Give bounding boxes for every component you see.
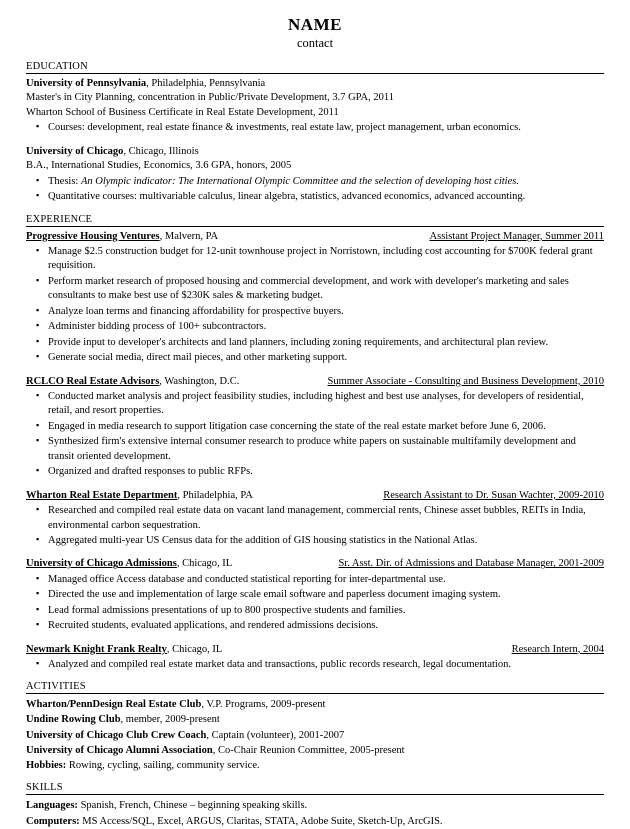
list-item: ▪ Perform market research of proposed housing and commercial development, and work with developer's marketing and sales consultants to make best use of $230K sales & marketing budget. [26,275,604,304]
resume-header [26,14,604,52]
activity-detail: , Co-Chair Reunion Committee, 2005-present [212,744,405,756]
activity-detail: Rowing, cycling, sailing, community service. [66,760,260,772]
employer-location: , Chicago, IL [166,643,223,655]
skill-detail: MS Access/SQL, Excel, ARGUS, Claritas, STATA, Adobe Suite, Sketch-Up, ArcGIS. [79,815,443,827]
experience-role-dates: Summer Associate - Consulting and Business Development, 2010 [327,375,604,387]
section-divider-experience [26,226,604,227]
employer-name: RCLCO Real Estate Advisors [26,375,160,387]
activity-name: University of Chicago Alumni Association [26,744,213,756]
experience-entry-heading [26,230,604,244]
experience-bullet-list [26,658,604,672]
activity-detail: , Captain (volunteer), 2001-2007 [206,729,345,741]
list-item: ▪ Synthesized firm's extensive internal consumer research to produce white papers on sustainable multifamily development and transit oriented development. [26,435,604,464]
experience-entry-heading [26,375,604,389]
education-entry [26,145,604,205]
experience-role-dates: Assistant Project Manager, Summer 2011 [429,230,604,242]
experience-entry-heading [26,643,604,657]
candidate-contact: contact [296,36,334,51]
employer-name: University of Chicago Admissions [26,558,177,570]
skill-category: Computers: [26,815,80,827]
employer-location: , Malvern, PA [159,230,219,242]
list-item: ▪ Aggregated multi-year US Census data for the addition of GIS housing statistics in the National Atlas. [26,534,604,548]
education-entry-heading [26,77,604,91]
activity-name: Undine Rowing Club [26,714,121,726]
list-item: ▪ Managed office Access database and conducted statistical reporting for inter-departmental use. [26,573,604,587]
employer-location: , Washington, D.C. [159,375,240,387]
list-item: ▪ Engaged in media research to support litigation case concerning the state of the real estate market before June 6, 2006. [26,420,604,434]
education-detail: B.A., International Studies, Economics, 3.6 GPA, honors, 2005 [26,160,292,172]
employer-name: Progressive Housing Ventures [26,230,160,242]
section-title-activities: ACTIVITIES [26,681,86,693]
experience-bullet-list [26,245,604,366]
skill-item [26,814,604,829]
section-title-experience: EXPERIENCE [26,213,93,225]
education-bullet-list [26,175,604,205]
education-entry [26,77,604,136]
education-institution: University of Pennsylvania [26,77,147,89]
education-detail-secondary: Wharton School of Business Certificate in Real Estate Development, 2011 [26,106,339,118]
experience-entry [26,643,604,673]
activity-item [26,697,604,712]
experience-entry-heading [26,557,604,571]
skill-item [26,798,604,813]
activity-name: University of Chicago Club Crew Coach [26,729,207,741]
education-detail: Master's in City Planning, concentration in Public/Private Development, 3.7 GPA, 2011 [26,92,394,104]
list-item: ▪ Generate social media, direct mail pieces, and other marketing support. [26,351,604,365]
experience-bullet-list [26,390,604,480]
education-bullet-list [26,121,604,135]
education-location: , Chicago, Illinois [123,145,199,157]
education-location: , Philadelphia, Pennsylvania [146,77,266,89]
skill-detail: Spanish, French, Chinese – beginning speaking skills. [77,800,308,812]
section-divider-education [26,73,604,74]
education-entry-heading [26,145,604,159]
experience-role-dates: Research Assistant to Dr. Susan Wachter, 2009-2010 [383,489,604,501]
activity-item [26,743,604,758]
thesis-title: An Olympic indicator: The International Olympic Committee and the selection of developing host cities. [80,175,519,187]
activity-name: Hobbies: [26,760,67,772]
list-item: ▪ Courses: development, real estate finance & investments, real estate law, project management, urban economics. [26,121,604,135]
section-title-skills: SKILLS [26,782,63,794]
list-item: ▪ Provide input to developer's architects and land planners, including zoning requirements, and architectural plan review. [26,336,604,350]
list-item: ▪ Analyzed and compiled real estate market data and transactions, public records research, legal documentation. [26,658,604,672]
list-item: ▪ Organized and drafted responses to public RFPs. [26,465,604,479]
activity-detail: , V.P. Programs, 2009-present [201,699,326,711]
experience-entry [26,489,604,549]
section-divider-activities [26,693,604,694]
employer-name: Wharton Real Estate Department [26,489,178,501]
activity-item [26,728,604,743]
experience-role-dates: Sr. Asst. Dir. of Admissions and Database Manager, 2001-2009 [338,558,604,570]
activity-item [26,712,604,727]
section-divider-skills [26,794,604,795]
list-item: ▪ Researched and compiled real estate data on vacant land management, commercial rents, Chinese asset bubbles, REITs in India, environmental carbon sequestration. [26,504,604,533]
list-item: ▪ Manage $2.5 construction budget for 12-unit townhouse project in Norristown, including cost accounting for $700K federal grant requisition. [26,245,604,274]
list-item: ▪ Analyze loan terms and financing affordability for prospective buyers. [26,305,604,319]
skill-category: Languages: [26,800,78,812]
employer-location: , Philadelphia, PA [177,489,253,501]
section-title-education: EDUCATION [26,60,88,72]
experience-bullet-list [26,573,604,634]
experience-bullet-list [26,504,604,548]
experience-entry-heading [26,489,604,503]
experience-role-dates: Research Intern, 2004 [511,643,604,655]
list-item: ▪ Lead formal admissions presentations of up to 800 prospective students and families. [26,604,604,618]
employer-location: , Chicago, IL [176,558,233,570]
education-institution: University of Chicago [26,145,124,157]
experience-entry [26,557,604,633]
activity-name: Wharton/PennDesign Real Estate Club [26,699,202,711]
experience-entry [26,230,604,366]
experience-entry [26,375,604,480]
list-item: ▪ Directed the use and implementation of large scale email software and paperless document imaging system. [26,588,604,602]
candidate-name: NAME [288,15,342,34]
thesis-label: Thesis: [48,175,81,187]
activity-item [26,758,604,773]
list-item [26,175,604,189]
list-item: ▪ Conducted market analysis and project feasibility studies, including highest and best use analyses, for developers of residential, retail, and resort properties. [26,390,604,419]
list-item: ▪ Quantitative courses: multivariable calculus, linear algebra, statistics, advanced economics, advanced accounting. [26,190,604,204]
list-item: ▪ Administer bidding process of 100+ subcontractors. [26,320,604,334]
employer-name: Newmark Knight Frank Realty [26,643,167,655]
list-item: ▪ Recruited students, evaluated applications, and rendered admissions decisions. [26,619,604,633]
activity-detail: , member, 2009-present [120,714,220,726]
